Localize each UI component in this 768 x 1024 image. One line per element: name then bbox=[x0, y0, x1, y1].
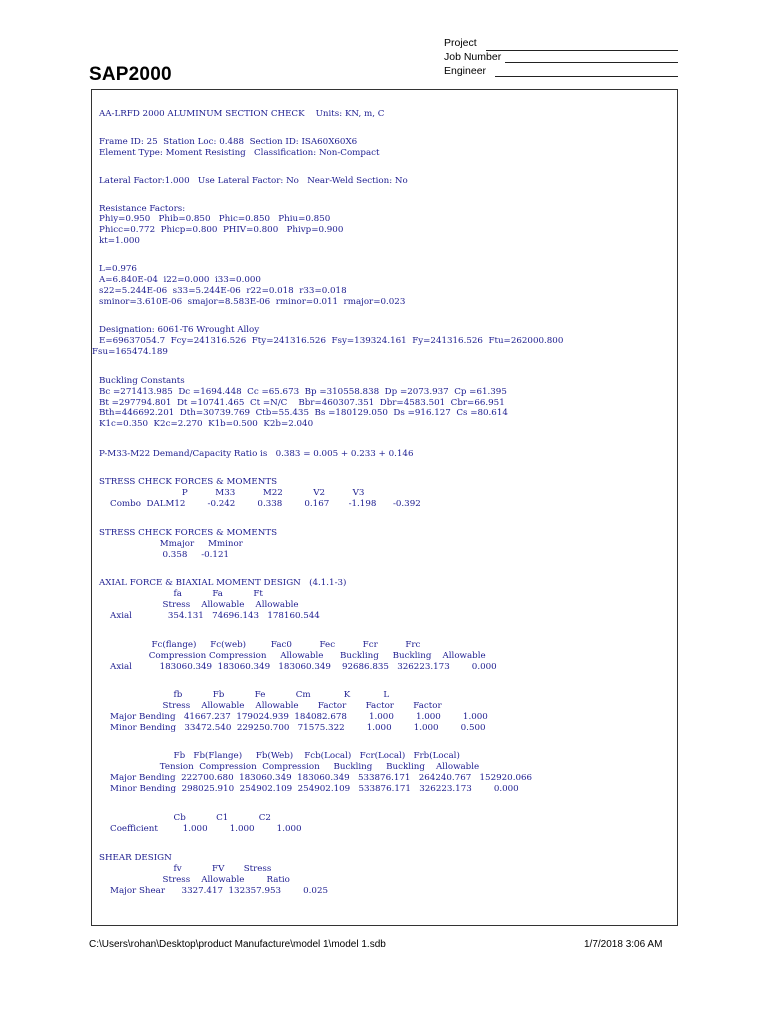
report-line: P M33 M22 V2 V3 bbox=[99, 488, 365, 498]
report-line: Tension Compression Compression Buckling Buckling Allowable bbox=[99, 762, 480, 772]
report-line: Bc =271413.985 Dc =1694.448 Cc =65.673 Bp =310558.838 Dp =2073.937 Cp =61.395 bbox=[99, 387, 507, 397]
report-line: Minor Bending 33472.540 229250.700 71575.322 1.000 1.000 0.500 bbox=[99, 723, 486, 733]
project-rule bbox=[486, 50, 678, 51]
report-line: Stress Allowable Allowable Factor Factor Factor bbox=[99, 701, 442, 711]
report-line: Fsu=165474.189 bbox=[92, 347, 168, 357]
report-line: Stress Allowable Ratio bbox=[99, 875, 290, 885]
report-line: L=0.976 bbox=[99, 264, 137, 274]
report-line: A=6.840E-04 i22=0.000 i33=0.000 bbox=[99, 275, 261, 285]
report-line: Lateral Factor:1.000 Use Lateral Factor: No Near-Weld Section: No bbox=[99, 176, 408, 186]
report-line: Bth=446692.201 Dth=30739.769 Ctb=55.435 Bs =180129.050 Ds =916.127 Cs =80.614 bbox=[99, 408, 508, 418]
job-number-rule bbox=[505, 62, 678, 63]
report-line: Minor Bending 298025.910 254902.109 254902.109 533876.171 326223.173 0.000 bbox=[99, 784, 519, 794]
report-line: STRESS CHECK FORCES & MOMENTS bbox=[99, 528, 278, 538]
report-line: E=69637054.7 Fcy=241316.526 Fty=241316.526 Fsy=139324.161 Fy=241316.526 Ftu=262000.800 bbox=[99, 336, 564, 346]
report-line: fa Fa Ft bbox=[99, 589, 263, 599]
report-line: Major Shear 3327.417 132357.953 0.025 bbox=[99, 886, 328, 896]
report-line: Major Bending 41667.237 179024.939 184082.678 1.000 1.000 1.000 bbox=[99, 712, 488, 722]
report-line: Stress Allowable Allowable bbox=[99, 600, 299, 610]
project-label: Project bbox=[444, 37, 477, 49]
report-line: Fb Fb(Flange) Fb(Web) Fcb(Local) Fcr(Local) Frb(Local) bbox=[99, 751, 460, 761]
report-line: Element Type: Moment Resisting Classification: Non-Compact bbox=[99, 148, 380, 158]
report-line: 0.358 -0.121 bbox=[99, 550, 229, 560]
report-line: Buckling Constants bbox=[99, 376, 185, 386]
report-line: Combo DALM12 -0.242 0.338 0.167 -1.198 -0.392 bbox=[99, 499, 421, 509]
report-line: Phiy=0.950 Phib=0.850 Phic=0.850 Phiu=0.850 bbox=[99, 214, 331, 224]
report-line: Mmajor Mminor bbox=[99, 539, 243, 549]
report-line: AXIAL FORCE & BIAXIAL MOMENT DESIGN (4.1.1-3) bbox=[99, 578, 347, 588]
report-line: fv FV Stress bbox=[99, 864, 272, 874]
engineer-label: Engineer bbox=[444, 65, 487, 77]
report-line: Cb C1 C2 bbox=[99, 813, 271, 823]
timestamp: 1/7/2018 3:06 AM bbox=[584, 939, 663, 950]
engineer-rule bbox=[495, 76, 678, 77]
report-line: s22=5.244E-06 s33=5.244E-06 r22=0.018 r33=0.018 bbox=[99, 286, 347, 296]
file-path: C:\Users\rohan\Desktop\product Manufacture\model 1\model 1.sdb bbox=[89, 939, 386, 950]
report-title: AA-LRFD 2000 ALUMINUM SECTION CHECK Units: KN, m, C bbox=[99, 109, 385, 119]
report-line: Fc(flange) Fc(web) Fac0 Fec Fcr Frc bbox=[99, 640, 421, 650]
report-line: fb Fb Fe Cm K L bbox=[99, 690, 390, 700]
report-line: Phicc=0.772 Phicp=0.800 PHIV=0.800 Phivp=0.900 bbox=[99, 225, 344, 235]
app-name: SAP2000 bbox=[89, 64, 172, 85]
report-line: Designation: 6061-T6 Wrought Alloy bbox=[99, 325, 260, 335]
report-line: Axial 354.131 74696.143 178160.544 bbox=[99, 611, 320, 621]
report-line: Major Bending 222700.680 183060.349 183060.349 533876.171 264240.767 152920.066 bbox=[99, 773, 533, 783]
report-line: P-M33-M22 Demand/Capacity Ratio is 0.383 = 0.005 + 0.233 + 0.146 bbox=[99, 449, 414, 459]
report-line: Bt =297794.801 Dt =10741.465 Ct =N/C Bbr=460307.351 Dbr=4583.501 Cbr=66.951 bbox=[99, 398, 505, 408]
report-line: SHEAR DESIGN bbox=[99, 853, 172, 863]
job-number-label: Job Number bbox=[444, 51, 502, 63]
report-line: kt=1.000 bbox=[99, 236, 140, 246]
report-line: Resistance Factors: bbox=[99, 204, 186, 214]
report-line: STRESS CHECK FORCES & MOMENTS bbox=[99, 477, 278, 487]
report-line: Axial 183060.349 183060.349 183060.349 92686.835 326223.173 0.000 bbox=[99, 662, 497, 672]
report-line: Frame ID: 25 Station Loc: 0.488 Section ID: ISA60X60X6 bbox=[99, 137, 358, 147]
report-line: sminor=3.610E-06 smajor=8.583E-06 rminor=0.011 rmajor=0.023 bbox=[99, 297, 406, 307]
report-line: Coefficient 1.000 1.000 1.000 bbox=[99, 824, 302, 834]
report-line: K1c=0.350 K2c=2.270 K1b=0.500 K2b=2.040 bbox=[99, 419, 314, 429]
report-line: Compression Compression Allowable Buckling Buckling Allowable bbox=[99, 651, 486, 661]
